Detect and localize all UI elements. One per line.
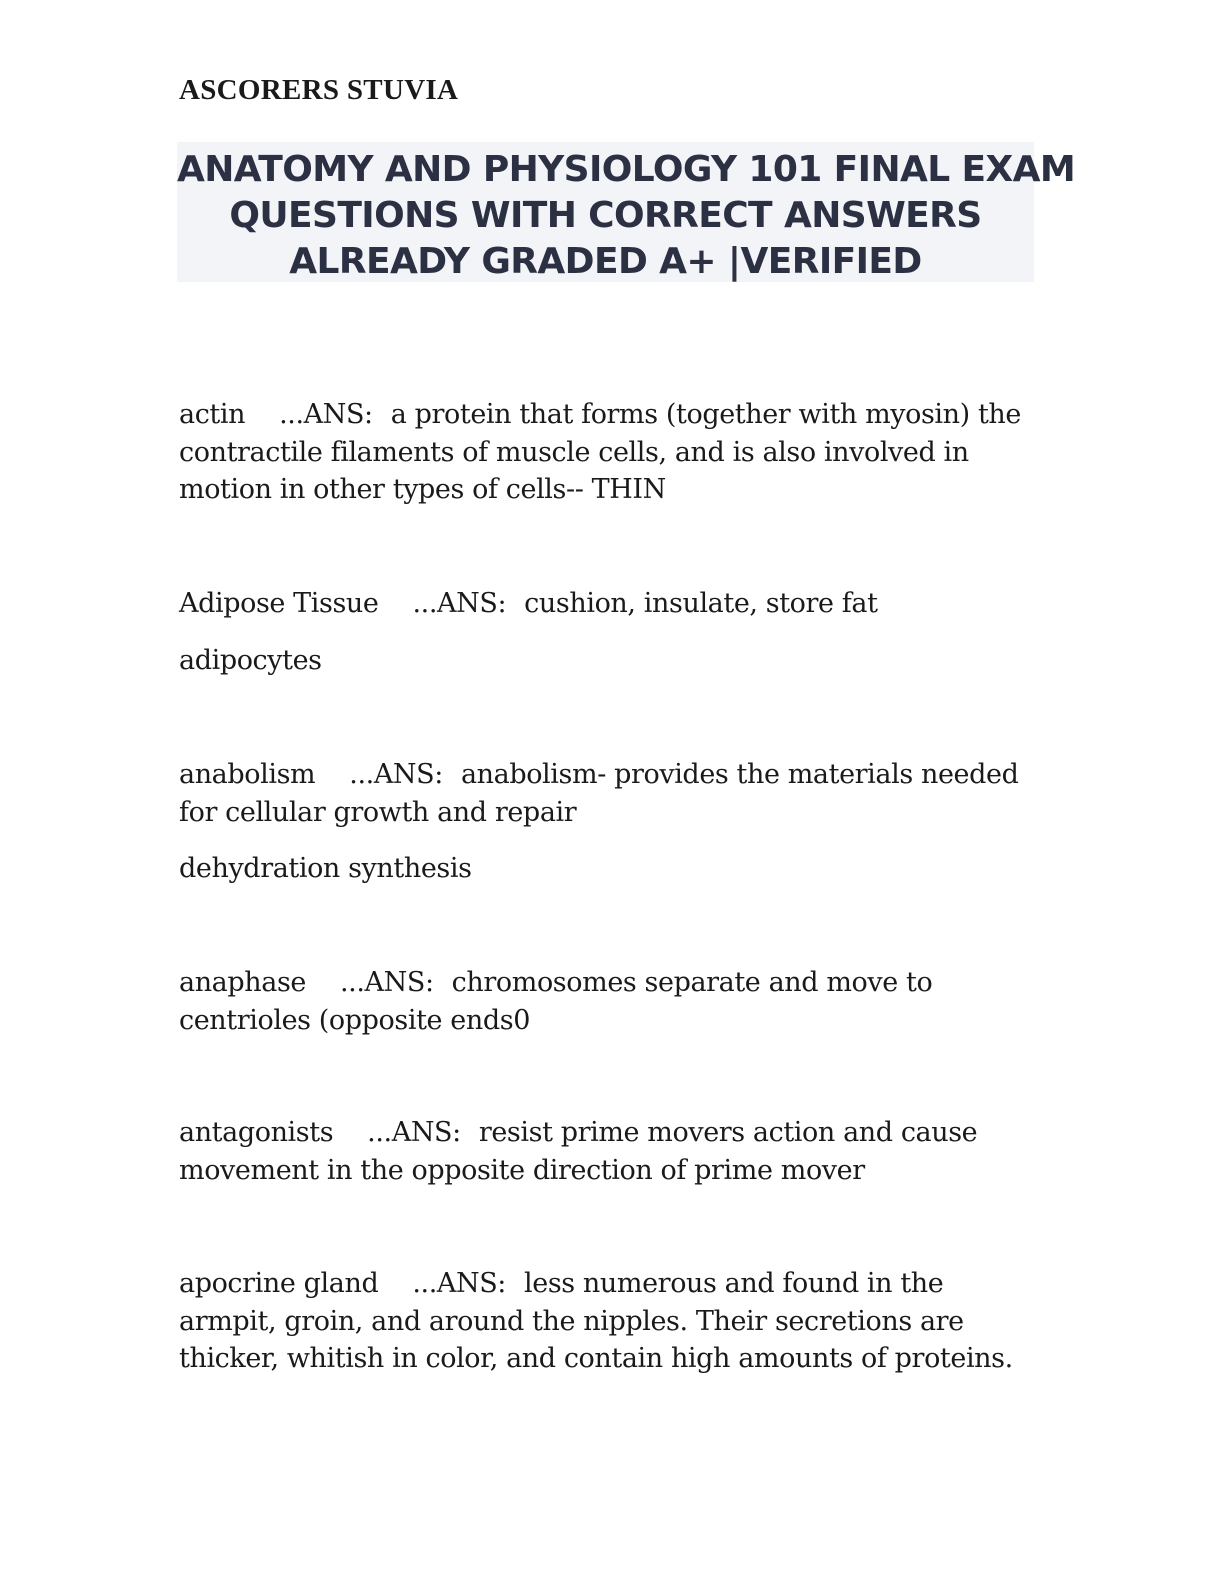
qa-entry-actin	[179, 396, 1049, 509]
qa-entry-adipose-tissue	[179, 585, 1049, 623]
answer-text: less numerous and found in the	[524, 1268, 944, 1299]
ans-marker: ...ANS:	[340, 967, 434, 998]
answer-text: contractile filaments of muscle cells, and is also involved in	[179, 436, 969, 468]
ans-marker: ...ANS:	[279, 399, 373, 430]
title-line: QUESTIONS WITH CORRECT ANSWERS	[229, 195, 982, 236]
qa-entry-antagonists	[179, 1114, 1049, 1189]
qa-entry-anabolism	[179, 756, 1049, 831]
term: anabolism	[179, 759, 316, 790]
title-line: ALREADY GRADED A+ |VERIFIED	[289, 241, 922, 282]
answer-text: cushion, insulate, store fat	[524, 588, 878, 619]
term: Adipose Tissue	[179, 588, 379, 619]
answer-text: a protein that forms (together with myosin) the	[390, 399, 1021, 430]
qa-line	[179, 1114, 1049, 1152]
qa-line	[179, 756, 1049, 794]
answer-text: thicker, whitish in color, and contain high amounts of proteins.	[179, 1343, 1013, 1374]
qa-entry-apocrine-gland	[179, 1265, 1049, 1378]
document-title	[177, 142, 1076, 282]
answer-text: movement in the opposite direction of prime mover	[179, 1154, 865, 1186]
ans-marker: ...ANS:	[412, 588, 507, 619]
brand-header: ASCORERS STUVIA	[179, 74, 459, 106]
qa-line	[179, 1265, 1049, 1303]
term: apocrine gland	[179, 1268, 379, 1299]
term: anaphase	[179, 967, 306, 998]
qa-line	[179, 964, 1049, 1002]
qa-extra-line: adipocytes	[179, 645, 322, 676]
answer-text: chromosomes separate and move to	[451, 967, 933, 998]
answer-text: resist prime movers action and cause	[478, 1117, 978, 1148]
term: actin	[179, 399, 246, 430]
ans-marker: ...ANS:	[412, 1268, 507, 1299]
answer-text: for cellular growth and repair	[179, 796, 577, 828]
qa-line	[179, 396, 1049, 434]
title-line: ANATOMY AND PHYSIOLOGY 101 FINAL EXAM	[177, 149, 1076, 190]
answer-text: centrioles (opposite ends0	[179, 1004, 530, 1036]
term: antagonists	[179, 1117, 334, 1148]
qa-extra-line: dehydration synthesis	[179, 853, 472, 884]
qa-entry-anaphase	[179, 964, 1049, 1039]
answer-text: anabolism- provides the materials needed	[460, 759, 1019, 790]
answer-text: armpit, groin, and around the nipples. Their secretions are	[179, 1305, 964, 1337]
qa-line	[179, 585, 1049, 623]
ans-marker: ...ANS:	[349, 759, 443, 790]
ans-marker: ...ANS:	[367, 1117, 461, 1148]
answer-text: motion in other types of cells-- THIN	[179, 474, 666, 505]
